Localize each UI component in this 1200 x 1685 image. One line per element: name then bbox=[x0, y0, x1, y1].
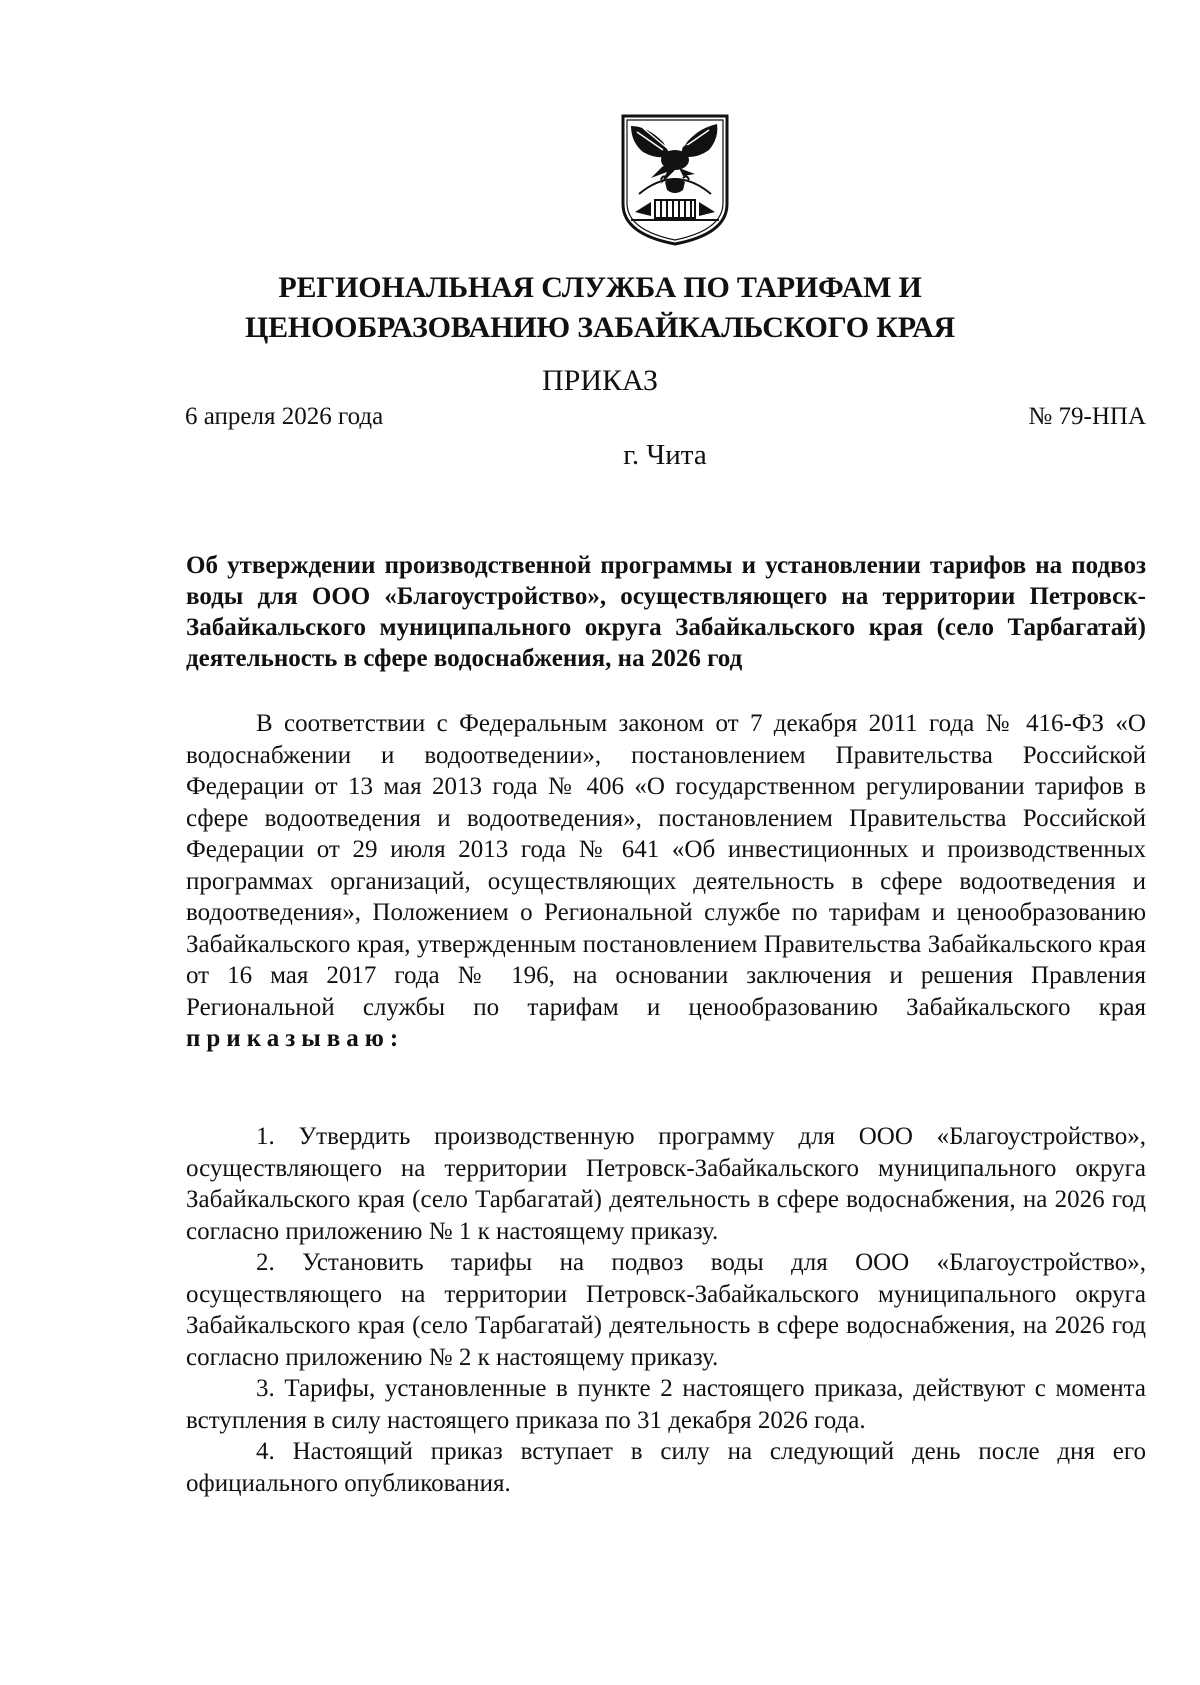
document-number: № 79-НПА bbox=[1028, 403, 1146, 430]
agency-name-line-2: ЦЕНООБРАЗОВАНИЮ ЗАБАЙКАЛЬСКОГО КРАЯ bbox=[244, 311, 956, 344]
document-type: ПРИКАЗ bbox=[542, 364, 658, 397]
document-city: г. Чита bbox=[623, 439, 707, 471]
order-word: приказываю: bbox=[186, 1025, 405, 1052]
agency-name-line-1: РЕГИОНАЛЬНАЯ СЛУЖБА ПО ТАРИФАМ И bbox=[278, 271, 922, 304]
agency-name bbox=[150, 268, 1050, 348]
order-items bbox=[186, 1121, 1146, 1499]
preamble-text: В соответствии с Федеральным законом от 7 декабря 2011 года № 416-ФЗ «О водоснабжении и водоотведении», постановлением Правительства Российской Федерации от 13 мая 2013 года № 406 «О государственном регулировании тарифов в сфере водоотведения и водоотведения», постановлением Правительства Российской Федерации от 29 июля 2013 года № 641 «Об инвестиционных и производственных программах организаций, осуществляющих деятельность в сфере водоотведения и водоотведения», Положением о Региональной службе по тарифам и ценообразованию Забайкальского края, утвержденным постановлением Правительства Забайкальского края от 16 мая 2017 года № 196, на основании заключения и решения Правления Региональной службы по тарифам и ценообразованию Забайкальского края bbox=[186, 710, 1146, 1021]
document-subject: Об утверждении производственной программы и установлении тарифов на подвоз воды для ООО «Благоустройство», осуществляющего на территории Петровск-Забайкальского муниципального округа Забайкальского края (село Тарбагатай) деятельность в сфере водоснабжения, на 2026 год bbox=[186, 552, 1146, 672]
order-item-3: 3. Тарифы, установленные в пункте 2 настоящего приказа, действуют с момента вступления в силу настоящего приказа по 31 декабря 2026 года. bbox=[186, 1375, 1146, 1434]
preamble bbox=[186, 708, 1146, 1055]
order-item-4: 4. Настоящий приказ вступает в силу на следующий день после дня его официального опубликования. bbox=[186, 1438, 1146, 1497]
coat-of-arms-icon bbox=[617, 112, 733, 248]
order-item-2: 2. Установить тарифы на подвоз воды для ООО «Благоустройство», осуществляющего на территории Петровск-Забайкальского муниципального округа Забайкальского края (село Тарбагатай) деятельность в сфере водоснабжения, на 2026 год согласно приложению № 2 к настоящему приказу. bbox=[186, 1249, 1146, 1371]
preamble-paragraph bbox=[186, 708, 1146, 1055]
order-item-1: 1. Утвердить производственную программу для ООО «Благоустройство», осуществляющего на территории Петровск-Забайкальского муниципального округа Забайкальского края (село Тарбагатай) деятельность в сфере водоснабжения, на 2026 год согласно приложению № 1 к настоящему приказу. bbox=[186, 1123, 1146, 1245]
document-date: 6 апреля 2026 года bbox=[185, 403, 384, 430]
